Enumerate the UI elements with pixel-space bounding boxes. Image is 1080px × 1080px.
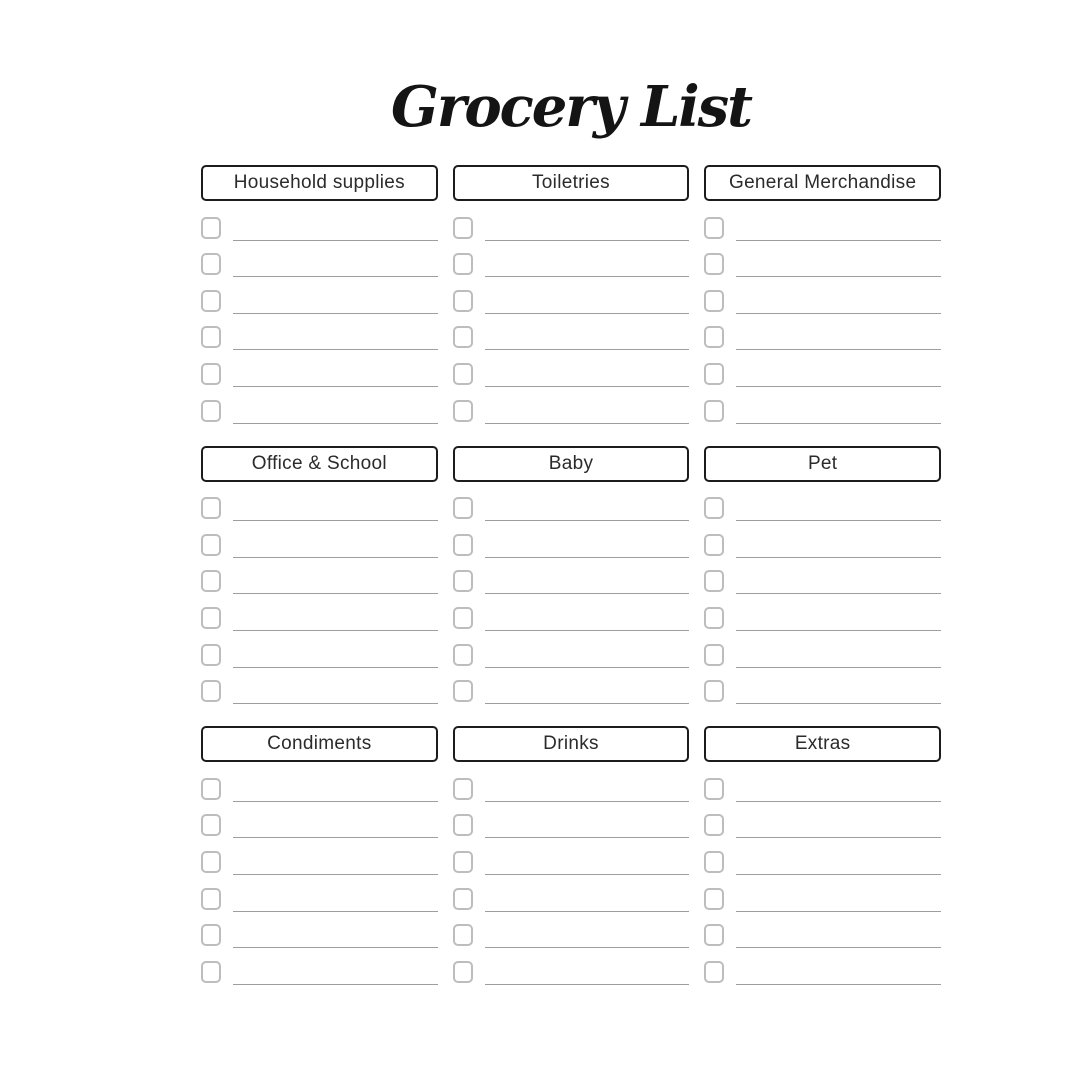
checkbox[interactable] xyxy=(453,851,473,873)
item-text-line[interactable] xyxy=(233,837,438,838)
item-text-line[interactable] xyxy=(485,386,690,387)
item-rows xyxy=(453,765,690,985)
checkbox[interactable] xyxy=(704,497,724,519)
checkbox[interactable] xyxy=(453,961,473,983)
category-section xyxy=(201,446,438,705)
checkbox[interactable] xyxy=(201,680,221,702)
list-item xyxy=(201,485,438,522)
list-item xyxy=(201,558,438,595)
item-text-line[interactable] xyxy=(736,593,941,594)
checkbox[interactable] xyxy=(201,851,221,873)
item-text-line[interactable] xyxy=(736,630,941,631)
item-text-line[interactable] xyxy=(485,520,690,521)
list-item xyxy=(453,277,690,314)
list-item xyxy=(201,277,438,314)
item-text-line[interactable] xyxy=(233,386,438,387)
list-item xyxy=(704,802,941,839)
checkbox[interactable] xyxy=(704,217,724,239)
list-item xyxy=(704,875,941,912)
item-text-line[interactable] xyxy=(485,423,690,424)
category-label: Extras xyxy=(794,733,851,755)
list-item xyxy=(453,387,690,424)
list-item xyxy=(704,668,941,705)
item-text-line[interactable] xyxy=(736,801,941,802)
category-header xyxy=(704,446,941,482)
list-item xyxy=(201,765,438,802)
item-rows xyxy=(453,485,690,705)
checkbox[interactable] xyxy=(453,363,473,385)
item-text-line[interactable] xyxy=(736,703,941,704)
checkbox[interactable] xyxy=(453,644,473,666)
category-section xyxy=(201,165,438,424)
item-text-line[interactable] xyxy=(736,667,941,668)
checkbox[interactable] xyxy=(704,680,724,702)
list-item xyxy=(453,765,690,802)
list-item xyxy=(201,948,438,985)
checkbox[interactable] xyxy=(201,607,221,629)
category-label: General Merchandise xyxy=(728,172,917,193)
item-text-line[interactable] xyxy=(233,276,438,277)
category-label: Office & School xyxy=(251,452,387,474)
list-item xyxy=(453,631,690,668)
item-text-line[interactable] xyxy=(736,349,941,350)
item-text-line[interactable] xyxy=(736,911,941,912)
list-item xyxy=(201,631,438,668)
item-text-line[interactable] xyxy=(233,423,438,424)
item-text-line[interactable] xyxy=(736,423,941,424)
checkbox[interactable] xyxy=(453,570,473,592)
item-text-line[interactable] xyxy=(233,593,438,594)
list-item xyxy=(453,912,690,949)
checkbox[interactable] xyxy=(704,253,724,275)
item-text-line[interactable] xyxy=(736,947,941,948)
list-item xyxy=(201,241,438,278)
list-item xyxy=(453,241,690,278)
category-label: Toiletries xyxy=(532,172,610,193)
checkbox[interactable] xyxy=(201,290,221,312)
item-rows xyxy=(453,204,690,424)
item-text-line[interactable] xyxy=(233,313,438,314)
list-item xyxy=(453,594,690,631)
item-rows xyxy=(704,204,941,424)
item-rows xyxy=(201,485,438,705)
item-text-line[interactable] xyxy=(485,557,690,558)
item-text-line[interactable] xyxy=(485,703,690,704)
list-item xyxy=(704,387,941,424)
list-item xyxy=(453,521,690,558)
item-text-line[interactable] xyxy=(485,593,690,594)
item-rows xyxy=(201,765,438,985)
list-item xyxy=(201,912,438,949)
checkbox[interactable] xyxy=(704,924,724,946)
item-text-line[interactable] xyxy=(736,984,941,985)
checkbox[interactable] xyxy=(453,607,473,629)
checkbox[interactable] xyxy=(704,888,724,910)
checkbox[interactable] xyxy=(201,534,221,556)
item-text-line[interactable] xyxy=(485,801,690,802)
category-header xyxy=(453,446,690,482)
item-text-line[interactable] xyxy=(233,240,438,241)
category-label: Condiments xyxy=(267,733,372,755)
category-section xyxy=(704,165,941,424)
list-item xyxy=(704,277,941,314)
list-item xyxy=(704,521,941,558)
item-rows xyxy=(704,485,941,705)
list-item xyxy=(453,350,690,387)
page-title: Grocery List xyxy=(391,74,751,140)
checkbox[interactable] xyxy=(453,778,473,800)
checkbox[interactable] xyxy=(453,290,473,312)
item-text-line[interactable] xyxy=(485,276,690,277)
item-text-line[interactable] xyxy=(736,557,941,558)
category-section xyxy=(453,446,690,705)
list-item xyxy=(201,802,438,839)
category-section xyxy=(201,726,438,985)
checkbox[interactable] xyxy=(201,326,221,348)
item-rows xyxy=(704,765,941,985)
item-text-line[interactable] xyxy=(485,349,690,350)
checkbox[interactable] xyxy=(453,814,473,836)
item-text-line[interactable] xyxy=(233,911,438,912)
item-text-line[interactable] xyxy=(485,667,690,668)
list-item xyxy=(704,314,941,351)
checkbox[interactable] xyxy=(453,497,473,519)
item-text-line[interactable] xyxy=(736,874,941,875)
checkbox[interactable] xyxy=(201,400,221,422)
item-text-line[interactable] xyxy=(485,911,690,912)
checkbox[interactable] xyxy=(453,680,473,702)
checkbox[interactable] xyxy=(201,497,221,519)
item-text-line[interactable] xyxy=(736,386,941,387)
list-item xyxy=(704,485,941,522)
checkbox[interactable] xyxy=(704,778,724,800)
checkbox[interactable] xyxy=(201,814,221,836)
checkbox[interactable] xyxy=(201,363,221,385)
item-text-line[interactable] xyxy=(233,801,438,802)
list-item xyxy=(453,948,690,985)
category-label: Household supplies xyxy=(233,172,405,193)
item-text-line[interactable] xyxy=(485,837,690,838)
category-label: Drinks xyxy=(543,733,599,755)
list-item xyxy=(453,668,690,705)
checkbox[interactable] xyxy=(201,217,221,239)
category-section xyxy=(453,165,690,424)
checkbox[interactable] xyxy=(453,326,473,348)
list-item xyxy=(201,314,438,351)
checkbox[interactable] xyxy=(453,217,473,239)
list-item xyxy=(704,912,941,949)
list-item xyxy=(201,594,438,631)
category-header xyxy=(201,726,438,762)
item-text-line[interactable] xyxy=(736,276,941,277)
sections-grid xyxy=(201,165,941,985)
list-item xyxy=(704,948,941,985)
list-item xyxy=(201,204,438,241)
list-item xyxy=(453,875,690,912)
list-item xyxy=(453,204,690,241)
item-text-line[interactable] xyxy=(736,240,941,241)
item-text-line[interactable] xyxy=(485,313,690,314)
checkbox[interactable] xyxy=(201,570,221,592)
list-item xyxy=(201,838,438,875)
item-text-line[interactable] xyxy=(485,984,690,985)
item-text-line[interactable] xyxy=(233,557,438,558)
checkbox[interactable] xyxy=(201,778,221,800)
list-item xyxy=(704,350,941,387)
checkbox[interactable] xyxy=(704,851,724,873)
list-item xyxy=(201,875,438,912)
category-header xyxy=(704,165,941,201)
checkbox[interactable] xyxy=(453,888,473,910)
list-item xyxy=(704,631,941,668)
checkbox[interactable] xyxy=(704,644,724,666)
checkbox[interactable] xyxy=(704,326,724,348)
checkbox[interactable] xyxy=(704,607,724,629)
category-section xyxy=(704,726,941,985)
category-section xyxy=(704,446,941,705)
checkbox[interactable] xyxy=(704,363,724,385)
category-section xyxy=(453,726,690,985)
item-text-line[interactable] xyxy=(485,630,690,631)
checkbox[interactable] xyxy=(453,400,473,422)
list-item xyxy=(201,387,438,424)
category-header xyxy=(201,165,438,201)
checkbox[interactable] xyxy=(201,253,221,275)
item-text-line[interactable] xyxy=(233,520,438,521)
list-item xyxy=(453,558,690,595)
list-item xyxy=(453,485,690,522)
checkbox[interactable] xyxy=(201,961,221,983)
item-text-line[interactable] xyxy=(233,349,438,350)
list-item xyxy=(704,765,941,802)
list-item xyxy=(704,838,941,875)
checkbox[interactable] xyxy=(453,924,473,946)
checkbox[interactable] xyxy=(704,534,724,556)
item-text-line[interactable] xyxy=(233,874,438,875)
list-item xyxy=(704,241,941,278)
list-item xyxy=(201,350,438,387)
checkbox[interactable] xyxy=(453,253,473,275)
category-header xyxy=(704,726,941,762)
category-label: Pet xyxy=(807,452,838,474)
item-text-line[interactable] xyxy=(233,703,438,704)
checkbox[interactable] xyxy=(201,644,221,666)
list-item xyxy=(704,204,941,241)
list-item xyxy=(453,314,690,351)
item-text-line[interactable] xyxy=(485,874,690,875)
checkbox[interactable] xyxy=(704,570,724,592)
checkbox[interactable] xyxy=(704,400,724,422)
item-text-line[interactable] xyxy=(736,837,941,838)
category-header xyxy=(201,446,438,482)
checkbox[interactable] xyxy=(704,814,724,836)
checkbox[interactable] xyxy=(201,888,221,910)
list-item xyxy=(201,668,438,705)
item-text-line[interactable] xyxy=(233,630,438,631)
checkbox[interactable] xyxy=(201,924,221,946)
item-text-line[interactable] xyxy=(736,520,941,521)
list-item xyxy=(704,558,941,595)
list-item xyxy=(453,838,690,875)
item-text-line[interactable] xyxy=(736,313,941,314)
item-text-line[interactable] xyxy=(233,984,438,985)
list-item xyxy=(704,594,941,631)
checkbox[interactable] xyxy=(704,961,724,983)
category-label: Baby xyxy=(548,452,594,474)
item-text-line[interactable] xyxy=(485,240,690,241)
list-item xyxy=(201,521,438,558)
checkbox[interactable] xyxy=(453,534,473,556)
item-text-line[interactable] xyxy=(485,947,690,948)
checkbox[interactable] xyxy=(704,290,724,312)
category-header xyxy=(453,726,690,762)
list-item xyxy=(453,802,690,839)
category-header xyxy=(453,165,690,201)
item-rows xyxy=(201,204,438,424)
item-text-line[interactable] xyxy=(233,667,438,668)
item-text-line[interactable] xyxy=(233,947,438,948)
